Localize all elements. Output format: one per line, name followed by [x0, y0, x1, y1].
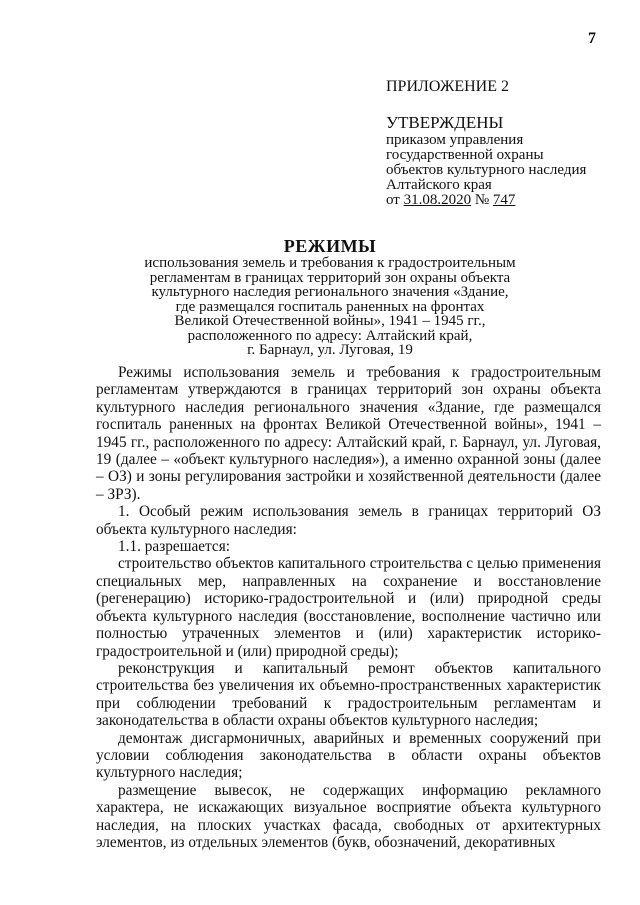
approval-block	[386, 113, 626, 208]
approval-line: объектов культурного наследия	[386, 162, 587, 178]
subtitle-line: г. Барнаул, ул. Луговая, 19	[247, 342, 413, 358]
subsection-1-1: 1.1. разрешается:	[118, 538, 230, 556]
section-1-heading: 1. Особый режим использования земель в границах территорий ОЗ объекта культурного наследия:	[96, 503, 601, 538]
approval-line: государственной охраны	[386, 147, 544, 163]
subtitle-line: регламентам в границах территорий зон охраны объекта	[149, 269, 511, 286]
appendix-label: ПРИЛОЖЕНИЕ 2	[386, 78, 510, 95]
list-item: размещение вывесок, не содержащих информацию рекламного характера, не искажающих визуальное восприятие объекта культурного наследия, на плоских участках фасада, свободных от архитектурных элементов, из отдельных элементов (букв, обозначений, декоративных	[96, 781, 601, 851]
approval-date-line	[386, 193, 626, 208]
number-sign: №	[471, 192, 493, 208]
document-body	[96, 364, 601, 851]
approval-line: приказом управления	[386, 132, 524, 148]
approval-line: Алтайского края	[386, 177, 492, 193]
intro-paragraph: Режимы использования земель и требования к градостроительным регламентам утверждаются в границах территорий зон охраны объекта культурного наследия регионального значения «Здание, где размещался госпиталь раненных на фронтах Великой Отечественной войны», 1941 – 1945 гг., расположенного по адресу: Алтайский край, г. Барнаул, ул. Луговая, 19 (далее – «объект культурного наследия»), а именно охранной зоны (далее – ОЗ) и зоны регулирования застройки и хозяйственной деятельности (далее – ЗРЗ).	[96, 364, 601, 503]
list-item: реконструкция и капитальный ремонт объектов капитального строительства без увеличения их объемно-пространственных характеристик при соблюдении требований к градостроительным регламентам и законодательства в области охраны объектов культурного наследия;	[96, 659, 601, 730]
subtitle-line: где размещался госпиталь раненных на фронтах	[175, 298, 485, 315]
date-prefix: от	[386, 192, 404, 208]
approval-number: 747	[492, 192, 516, 208]
subtitle-line: расположенного по адресу: Алтайский край,	[187, 327, 473, 344]
document-title: РЕЖИМЫ	[283, 236, 377, 256]
document-title-block	[120, 237, 540, 358]
page-number: 7	[588, 30, 596, 47]
list-item: демонтаж дисгармоничных, аварийных и временных сооружений при условии соблюдения законодательства в области охраны объектов культурного наследия;	[96, 729, 601, 782]
approval-date: 31.08.2020	[403, 192, 472, 208]
approval-title: УТВЕРЖДЕНЫ	[386, 113, 504, 132]
subtitle-line: культурного наследия регионального значения «Здание,	[151, 284, 509, 300]
subtitle-line: использования земель и требования к градостроительным	[144, 255, 516, 271]
subtitle-line: Великой Отечественной войны», 1941 – 1945 гг.,	[174, 313, 486, 329]
list-item: строительство объектов капитального строительства с целью применения специальных мер, направленных на сохранение и восстановление (регенерацию) историко-градостроительной и (или) природной среды объекта культурного наследия (восстановление, восполнение частично или полностью утраченных элементов и (или) характеристик историко-градостроительной и (или) природной среды);	[96, 555, 601, 660]
